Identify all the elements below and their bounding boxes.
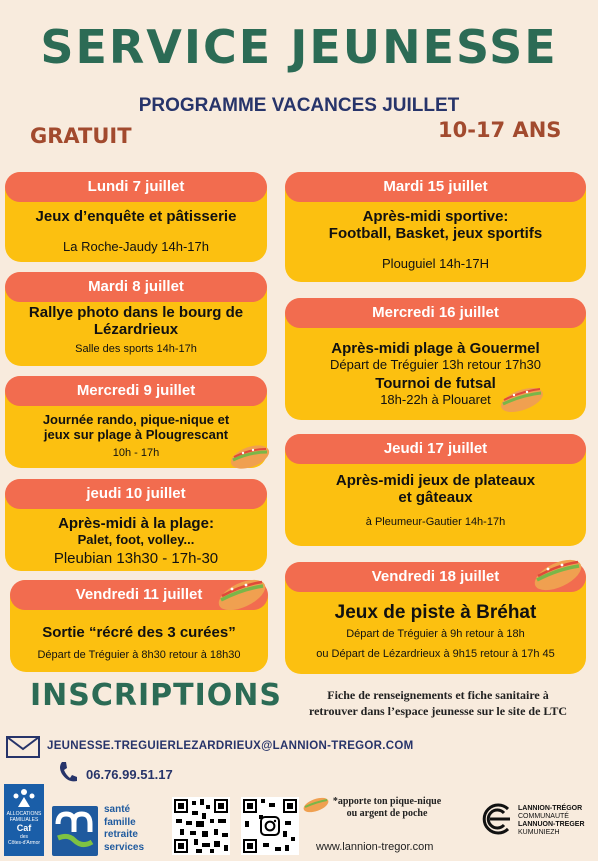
event-details-2: ou Départ de Lézardrieux à 9h15 retour à 17h 45 [316,648,555,660]
sandwich-icon [498,382,546,416]
event-details: Salle des sports 14h-17h [75,343,197,355]
msa-logo [52,804,162,856]
event-activity-line1: Après-midi jeux de plateaux [335,472,536,489]
website-link[interactable]: www.lannion-tregor.com [316,841,434,853]
age-range-label: 10-17 ANS [438,118,562,142]
event-details: La Roche-Jaudy 14h-17h [63,239,209,254]
event-activity-line2: Football, Basket, jeux sportifs [328,225,543,242]
sandwich-icon [215,574,269,614]
event-activity: Jeux d’enquête et pâtisserie [35,208,237,225]
sandwich-icon [530,554,586,594]
page-title: SERVICE JEUNESSE [40,20,558,74]
registration-info [292,687,584,719]
event-activity-line2: Lézardrieux [93,321,179,338]
event-card-jeudi-10 [5,479,267,571]
qr-code-instagram[interactable] [241,797,299,855]
caf-text-line1: ALLOCATIONS [6,811,42,817]
msa-symbol-icon [52,806,98,856]
qr-code-website[interactable] [172,797,230,855]
caf-logo [4,784,44,856]
event-activity: Jeux de piste à Bréhat [334,602,537,623]
ltc-text-line1: LANNION-TRÉGOR [518,805,583,812]
event-activity-2: Tournoi de futsal [375,375,496,392]
email-icon [6,736,40,758]
event-day: Mercredi 16 juillet [285,298,586,328]
event-day: jeudi 10 juillet [5,479,267,509]
inscriptions-heading: INSCRIPTIONS [30,678,282,713]
msa-item: services [104,841,145,853]
msa-mark [52,806,98,856]
phone-icon [58,760,78,784]
event-day: Mardi 15 juillet [285,172,586,202]
picnic-note-line2: ou argent de poche [346,808,428,819]
msa-item: famille [104,816,136,828]
msa-item: retraite [104,829,138,840]
event-day: Lundi 7 juillet [5,172,267,202]
lannion-tregor-logo [478,797,594,847]
event-day: Mercredi 9 juillet [5,376,267,406]
event-activity: Sortie “récré des 3 curées” [42,624,236,641]
event-card-mardi-8 [5,272,267,366]
event-details: Départ de Tréguier 13h retour 17h30 [329,357,542,372]
event-activity: Après-midi plage à Gouermel [331,340,540,357]
contact-email-link[interactable]: JEUNESSE.TREGUIERLEZARDRIEUX@LANNION-TREGOR.COM [47,740,414,752]
event-day: Vendredi 11 juillet [10,580,268,610]
event-day: Mardi 8 juillet [5,272,267,302]
registration-info-line2: retrouver dans l’espace jeunesse sur le site de LTC [309,704,567,718]
caf-text-line2: FAMILIALES [9,817,39,823]
event-details: Plouguiel 14h-17H [382,256,489,271]
event-details: Départ de Tréguier à 9h retour à 18h [346,628,525,640]
event-activity-line1: Rallye photo dans le bourg de [28,304,244,321]
free-label: GRATUIT [30,124,132,148]
picnic-note [328,796,446,820]
page-subtitle: PROGRAMME VACANCES JUILLET [138,95,460,116]
ltc-text-line4: KUMUNIEZH [518,829,560,836]
sandwich-icon [228,440,272,472]
event-day: Jeudi 17 juillet [285,434,586,464]
registration-info-line1: Fiche de renseignements et fiche sanitaire à [327,688,549,702]
ltc-text-line3: LANNUON-TREGER [518,821,585,828]
event-activity-line2: jeux sur plage à Plougrescant [43,427,229,442]
event-card-jeudi-17 [285,434,586,546]
event-card-lundi-7 [5,172,267,262]
event-details: Départ de Tréguier à 8h30 retour à 18h30 [37,649,241,661]
caf-name: Caf [16,823,32,833]
event-details: 10h - 17h [112,447,160,459]
caf-text-line4: Côtes-d'Armor [7,840,41,846]
sandwich-icon [302,794,330,814]
ltc-text-line2: COMMUNAUTÉ [518,813,569,820]
contact-phone-link[interactable]: 06.76.99.51.17 [86,767,173,782]
event-details: à Pleumeur-Gautier 14h-17h [365,516,506,528]
event-details: Pleubian 13h30 - 17h-30 [53,550,219,567]
ltc-symbol-icon [478,801,514,837]
event-activity-line1: Journée rando, pique-nique et [42,412,230,427]
event-details-2: 18h-22h à Plouaret [380,392,491,407]
event-activity-line1: Après-midi sportive: [362,208,509,225]
event-activity-line2: et gâteaux [398,489,473,506]
picnic-note-line1: *apporte ton pique-nique [332,796,442,807]
event-activity-line1: Après-midi à la plage: [58,515,214,532]
event-day: Vendredi 18 juillet [285,562,586,592]
msa-item: santé [104,804,131,815]
caf-text-line3: des [19,834,29,840]
event-activity-line2: Palet, foot, volley... [77,532,195,547]
event-card-mardi-15 [285,172,586,282]
family-icon [9,787,39,809]
